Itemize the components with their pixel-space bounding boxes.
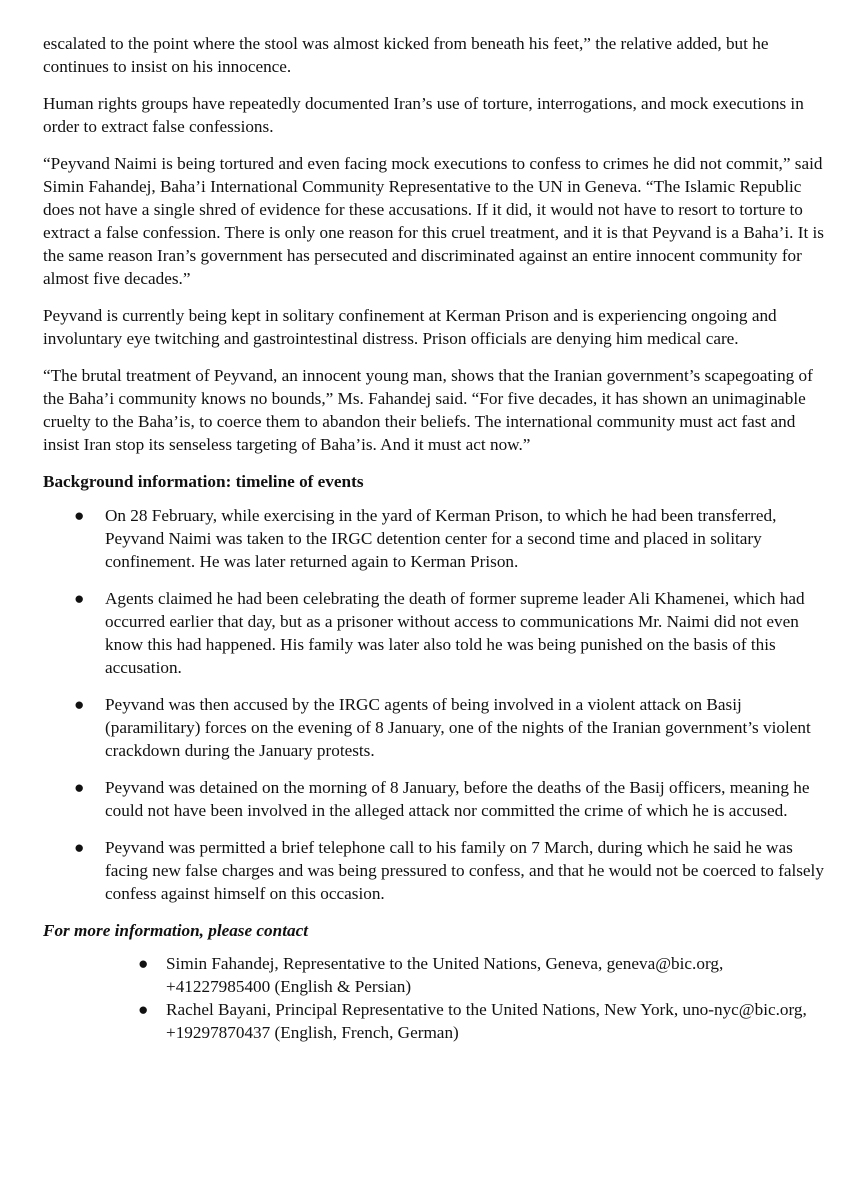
bullet-icon: ● (74, 589, 85, 608)
paragraph-fahandej-quote: “Peyvand Naimi is being tortured and even facing mock executions to confess to crimes he did not commit,” said Simin Fahandej, Baha’i International Community Representative to the UN in Geneva. “The Islamic Republic does not have a single shred of evidence for these accusations. If it did, it would not have to resort to torture to extract a false confession. There is only one reason for this cruel treatment, and it is that Peyvand is a Baha’i. It is the same reason Iran’s government has persecuted and discriminated against an entire innocent community for almost five decades.” (43, 154, 824, 288)
list-item (74, 693, 826, 762)
list-item (74, 776, 826, 822)
paragraph-relative-quote: escalated to the point where the stool was almost kicked from beneath his feet,” the relative added, but he continues to insist on his innocence. (43, 34, 769, 76)
paragraph-human-rights: Human rights groups have repeatedly documented Iran’s use of torture, interrogations, and mock executions in order to extract false confessions. (43, 94, 804, 136)
list-item (138, 952, 826, 998)
timeline-item-text: On 28 February, while exercising in the yard of Kerman Prison, to which he had been transferred, Peyvand Naimi was taken to the IRGC detention center for a second time and placed in solitary confinement. He was later returned again to Kerman Prison. (105, 506, 777, 571)
bullet-icon: ● (74, 838, 85, 857)
timeline-item-text: Peyvand was permitted a brief telephone call to his family on 7 March, during which he said he was facing new false charges and was being pressured to confess, and that he would not be coerced to falsely confess against himself on this occasion. (105, 838, 824, 903)
bullet-icon: ● (138, 954, 149, 973)
bullet-icon: ● (74, 778, 85, 797)
timeline-heading: Background information: timeline of events (43, 472, 364, 491)
contact-item-text: Rachel Bayani, Principal Representative to the United Nations, New York, uno-nyc@bic.org, +19297870437 (English, French, German) (166, 1000, 807, 1042)
list-item (74, 504, 826, 573)
timeline-item-text: Peyvand was detained on the morning of 8 January, before the deaths of the Basij officers, meaning he could not have been involved in the alleged attack nor committed the crime of which he is accused. (105, 778, 810, 820)
contact-item-text: Simin Fahandej, Representative to the United Nations, Geneva, geneva@bic.org, +41227985400 (English & Persian) (166, 954, 724, 996)
paragraph-brutal-treatment: “The brutal treatment of Peyvand, an innocent young man, shows that the Iranian government’s scapegoating of the Baha’i community knows no bounds,” Ms. Fahandej said. “For five decades, it has shown an unimaginable cruelty to the Baha’is, to coerce them to abandon their beliefs. The international community must act fast and insist Iran stop its senseless targeting of Baha’is. And it must act now.” (43, 366, 813, 454)
paragraph-solitary-confinement: Peyvand is currently being kept in solitary confinement at Kerman Prison and is experiencing ongoing and involuntary eye twitching and gastrointestinal distress. Prison officials are denying him medical care. (43, 306, 777, 348)
timeline-list (43, 504, 826, 905)
bullet-icon: ● (138, 1000, 149, 1019)
contact-heading: For more information, please contact (43, 921, 308, 940)
list-item (74, 587, 826, 679)
timeline-item-text: Agents claimed he had been celebrating the death of former supreme leader Ali Khamenei, which had occurred earlier that day, but as a prisoner without access to communications Mr. Naimi did not even know this had happened. His family was later also told he was being punished on the basis of this accusation. (105, 589, 805, 677)
bullet-icon: ● (74, 695, 85, 714)
contact-list (43, 952, 826, 1044)
timeline-item-text: Peyvand was then accused by the IRGC agents of being involved in a violent attack on Basij (paramilitary) forces on the evening of 8 January, one of the nights of the Iranian government’s violent crackdown during the January protests. (105, 695, 811, 760)
bullet-icon: ● (74, 506, 85, 525)
list-item (138, 998, 826, 1044)
list-item (74, 836, 826, 905)
